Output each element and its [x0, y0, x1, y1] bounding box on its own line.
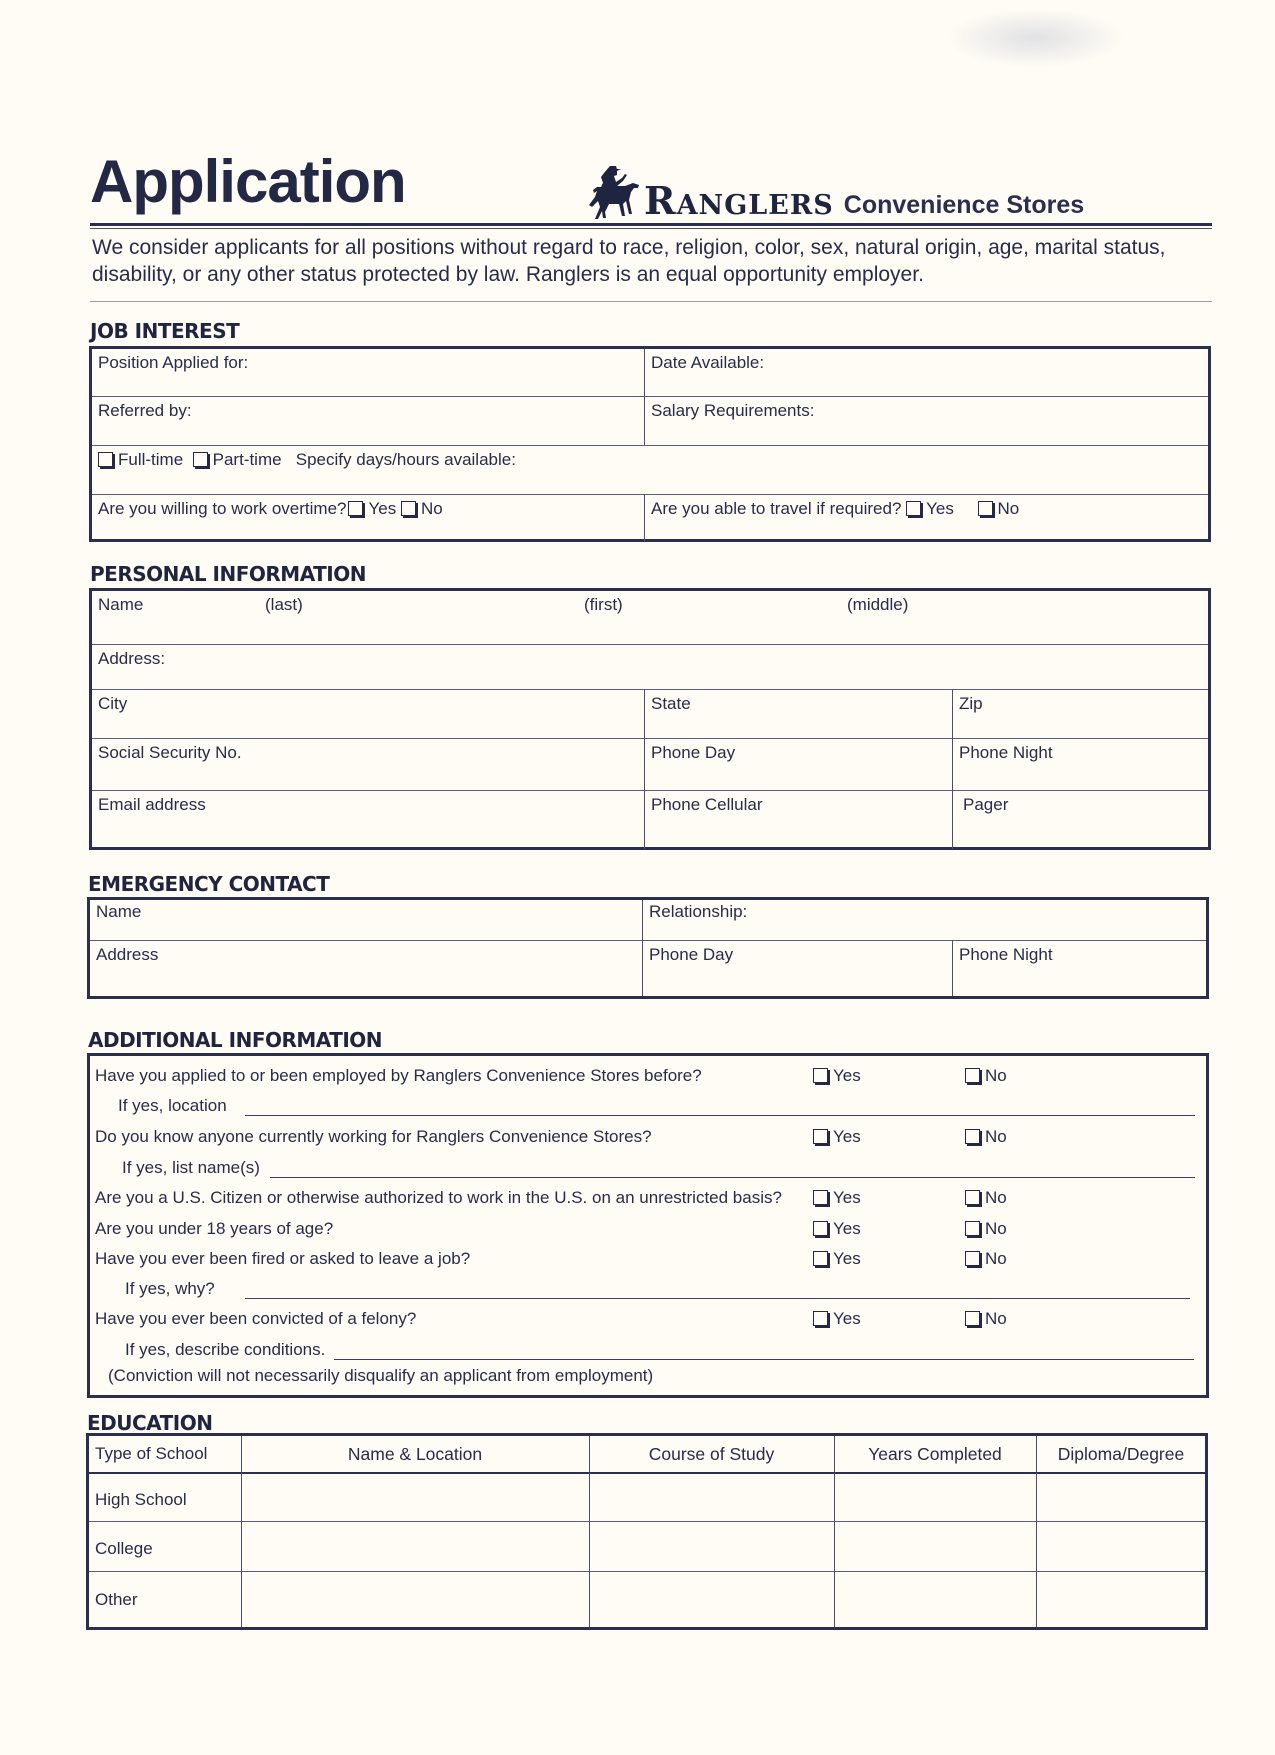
date-available-label: Date Available:: [651, 353, 765, 372]
emergency-phone-day-field[interactable]: [643, 941, 952, 996]
name-label: Name: [98, 595, 144, 614]
email-label: Email address: [98, 795, 206, 814]
prior-employment-yes-checkbox[interactable]: [813, 1068, 828, 1083]
position-applied-field[interactable]: [92, 349, 644, 396]
page-title: Application: [90, 148, 406, 215]
column-header-course: Course of Study: [648, 1444, 775, 1464]
brand-name: Ranglers: [644, 178, 834, 223]
high-school-diploma-cell[interactable]: [1037, 1474, 1205, 1521]
pager-label: Pager: [963, 795, 1009, 814]
referred-by-field[interactable]: [92, 397, 644, 445]
email-field[interactable]: [92, 791, 644, 847]
no-label: No: [985, 1127, 1007, 1146]
section-title-personal-information: PERSONAL INFORMATION: [90, 562, 366, 586]
phone-night-field[interactable]: [953, 739, 1208, 790]
yes-label: Yes: [833, 1309, 861, 1328]
part-time-label: Part-time: [212, 450, 282, 469]
section-title-job-interest: JOB INTEREST: [90, 319, 240, 343]
work-authorization-yes-checkbox[interactable]: [813, 1190, 828, 1205]
overtime-row: [92, 495, 644, 541]
felony-no-checkbox[interactable]: [965, 1311, 980, 1326]
row-label-college: College: [95, 1539, 153, 1558]
brand-logo: [580, 162, 1085, 223]
question-under-18: Are you under 18 years of age?: [95, 1219, 334, 1238]
other-course-cell[interactable]: [590, 1572, 834, 1627]
full-time-label: Full-time: [118, 450, 184, 469]
other-diploma-cell[interactable]: [1037, 1572, 1205, 1627]
yes-label: Yes: [368, 499, 397, 518]
travel-question: Are you able to travel if required?: [651, 499, 902, 518]
under-18-no-checkbox[interactable]: [965, 1221, 980, 1236]
question-fired: Have you ever been fired or asked to leave a job?: [95, 1249, 471, 1268]
phone-day-label: Phone Day: [651, 743, 736, 762]
question-prior-employment: Have you applied to or been employed by Ranglers Convenience Stores before?: [95, 1066, 702, 1085]
no-label: No: [985, 1309, 1007, 1328]
followup-conditions-label: If yes, describe conditions.: [125, 1340, 326, 1359]
last-label: (last): [265, 595, 303, 614]
yes-label: Yes: [833, 1127, 861, 1146]
emergency-contact-box: [87, 897, 1209, 999]
city-field[interactable]: [92, 690, 644, 738]
travel-row: [645, 495, 1211, 541]
emergency-phone-night-label: Phone Night: [959, 945, 1053, 964]
phone-day-field[interactable]: [645, 739, 952, 790]
date-available-field[interactable]: [645, 349, 1211, 396]
section-title-education: EDUCATION: [87, 1411, 213, 1435]
no-label: No: [985, 1066, 1007, 1085]
other-name-location-cell[interactable]: [242, 1572, 589, 1627]
question-felony: Have you ever been convicted of a felony?: [95, 1309, 417, 1328]
intro-divider: [90, 301, 1212, 302]
names-input-line[interactable]: [270, 1177, 1195, 1178]
question-know-employee: Do you know anyone currently working for Ranglers Convenience Stores?: [95, 1127, 652, 1146]
referred-by-label: Referred by:: [98, 401, 192, 420]
row-label-high-school: High School: [95, 1490, 187, 1509]
no-label: No: [985, 1219, 1007, 1238]
state-label: State: [651, 694, 691, 713]
travel-yes-checkbox[interactable]: [906, 501, 921, 516]
address-field[interactable]: [92, 645, 1208, 689]
fired-yes-checkbox[interactable]: [813, 1251, 828, 1266]
other-years-cell[interactable]: [835, 1572, 1036, 1627]
felony-yes-checkbox[interactable]: [813, 1311, 828, 1326]
salary-requirements-field[interactable]: [645, 397, 1211, 445]
column-header-type: Type of School: [95, 1444, 208, 1463]
header-rule: [90, 223, 1212, 226]
column-header-years: Years Completed: [868, 1444, 1002, 1464]
followup-location-label: If yes, location: [118, 1096, 227, 1115]
section-title-emergency-contact: EMERGENCY CONTACT: [88, 872, 330, 896]
emergency-address-label: Address: [96, 945, 159, 964]
name-field[interactable]: [92, 591, 1208, 644]
under-18-yes-checkbox[interactable]: [813, 1221, 828, 1236]
header-rule-thin: [90, 228, 1212, 229]
why-input-line[interactable]: [245, 1298, 1190, 1299]
cowboy-on-horse-icon: [580, 162, 642, 220]
location-input-line[interactable]: [245, 1115, 1195, 1116]
pager-field[interactable]: [953, 791, 1208, 847]
column-header-name-location: Name & Location: [347, 1444, 483, 1464]
work-authorization-no-checkbox[interactable]: [965, 1190, 980, 1205]
first-label: (first): [584, 595, 623, 614]
high-school-course-cell[interactable]: [590, 1474, 834, 1521]
travel-no-checkbox[interactable]: [978, 501, 993, 516]
followup-names-label: If yes, list name(s): [122, 1158, 260, 1177]
column-header-diploma: Diploma/Degree: [1057, 1444, 1185, 1464]
college-years-cell[interactable]: [835, 1522, 1036, 1571]
phone-cellular-label: Phone Cellular: [651, 795, 763, 814]
no-label: No: [997, 499, 1020, 518]
phone-night-label: Phone Night: [959, 743, 1053, 762]
eeo-statement: We consider applicants for all positions without regard to race, religion, color, sex, natural origin, age, marital status, disability, or any other status protected by law. Ranglers is an equal opportunity employer.: [92, 236, 1166, 286]
city-label: City: [98, 694, 128, 713]
personal-information-box: [89, 588, 1211, 850]
overtime-no-checkbox[interactable]: [401, 501, 416, 516]
emergency-phone-day-label: Phone Day: [649, 945, 734, 964]
yes-label: Yes: [833, 1066, 861, 1085]
college-diploma-cell[interactable]: [1037, 1522, 1205, 1571]
zip-label: Zip: [959, 694, 983, 713]
yes-label: Yes: [833, 1249, 861, 1268]
part-time-checkbox[interactable]: [193, 452, 208, 467]
yes-label: Yes: [833, 1219, 861, 1238]
question-work-authorization: Are you a U.S. Citizen or otherwise authorized to work in the U.S. on an unrestricted basis?: [95, 1188, 782, 1207]
conviction-note: (Conviction will not necessarily disqualify an applicant from employment): [108, 1366, 654, 1385]
relationship-label: Relationship:: [649, 902, 748, 921]
salary-requirements-label: Salary Requirements:: [651, 401, 815, 420]
brand-subtitle: Convenience Stores: [843, 191, 1085, 219]
emergency-name-label: Name: [96, 902, 142, 921]
overtime-question: Are you willing to work overtime?: [98, 499, 347, 518]
yes-label: Yes: [833, 1188, 861, 1207]
middle-label: (middle): [847, 595, 909, 614]
fired-no-checkbox[interactable]: [965, 1251, 980, 1266]
high-school-name-location-cell[interactable]: [242, 1474, 589, 1521]
row-label-other: Other: [95, 1590, 138, 1609]
prior-employment-no-checkbox[interactable]: [965, 1068, 980, 1083]
followup-why-label: If yes, why?: [125, 1279, 215, 1298]
days-hours-label: Specify days/hours available:: [295, 450, 516, 469]
address-label: Address:: [98, 649, 166, 668]
no-label: No: [985, 1188, 1007, 1207]
conditions-input-line[interactable]: [334, 1359, 1194, 1360]
ssn-label: Social Security No.: [98, 743, 242, 762]
emergency-name-field[interactable]: [90, 900, 642, 940]
college-course-cell[interactable]: [590, 1522, 834, 1571]
emergency-address-field[interactable]: [90, 941, 642, 996]
availability-row: [92, 446, 1208, 494]
phone-cellular-field[interactable]: [645, 791, 952, 847]
relationship-field[interactable]: [643, 900, 1206, 940]
know-employee-yes-checkbox[interactable]: [813, 1129, 828, 1144]
know-employee-no-checkbox[interactable]: [965, 1129, 980, 1144]
high-school-years-cell[interactable]: [835, 1474, 1036, 1521]
full-time-checkbox[interactable]: [98, 452, 113, 467]
ssn-field[interactable]: [92, 739, 644, 790]
additional-information-box: [87, 1053, 1209, 1398]
overtime-yes-checkbox[interactable]: [348, 501, 363, 516]
no-label: No: [420, 499, 443, 518]
position-applied-label: Position Applied for:: [98, 353, 249, 372]
college-name-location-cell[interactable]: [242, 1522, 589, 1571]
scan-smudge: [945, 8, 1125, 68]
no-label: No: [985, 1249, 1007, 1268]
yes-label: Yes: [926, 499, 954, 518]
section-title-additional-information: ADDITIONAL INFORMATION: [88, 1028, 383, 1052]
job-interest-box: [89, 346, 1211, 542]
education-table: [86, 1433, 1208, 1630]
zip-field[interactable]: [953, 690, 1208, 738]
emergency-phone-night-field[interactable]: [953, 941, 1206, 996]
state-field[interactable]: [645, 690, 952, 738]
